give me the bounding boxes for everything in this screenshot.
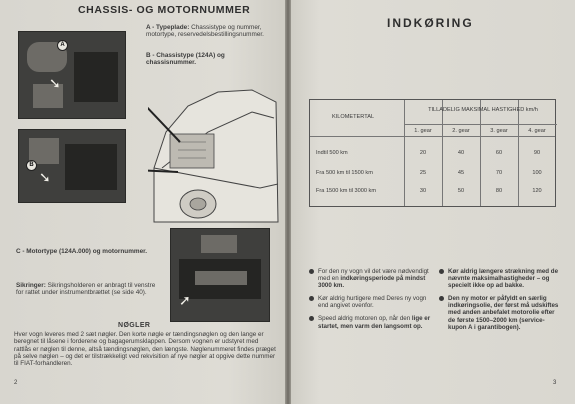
bullets-right-column [439, 268, 563, 337]
arrow-icon: ➚ [179, 292, 191, 308]
table-header-km: KILOMETERTAL [332, 114, 375, 120]
arrow-icon: ➘ [39, 169, 51, 185]
page-title-left: CHASSIS- OG MOTORNUMMER [78, 4, 251, 16]
arrow-icon: ➘ [49, 75, 61, 91]
caption-b: B - Chassistype (124A) og chassisnummer. [146, 52, 225, 67]
list-item: Den ny motor er påfyldt en særlig indkøringsolie, der først må udskiftes med anden anbefalet motorolie efter de første 1500–2000 km (service-kupon A i garantibogen). [439, 295, 563, 330]
page-title-right: INDKØRING [387, 16, 474, 30]
marker-b: B [26, 160, 37, 171]
bullet-icon [309, 316, 314, 321]
car-illustration [148, 72, 280, 224]
engine-photo-bottom [170, 228, 270, 322]
engine-photo-top [18, 31, 126, 119]
gear-header: 4. gear [528, 128, 546, 134]
speed-limit-table: KILOMETERTAL TILLADELIG MAKSIMAL HASTIGHED km/h 1. gear 2. gear 3. gear 4. gear Indtil 500 km 20 40 60 90 Fra 500 km til 1500 km 25 45 70 100 Fra 1500 km til 3000 km 30 50 80 120 [309, 99, 556, 207]
bullet-icon [439, 269, 444, 274]
list-item: Kør aldrig længere strækning med de nævnte maksimalhastigheder – og specielt ikke op ad bakke. [439, 268, 563, 289]
caption-a: A - Typeplade: Chassistype og nummer, motortype, reservedelsbestillingsnummer. [146, 24, 264, 39]
page-number-left: 2 [14, 380, 18, 386]
list-item: Kør aldrig hurtigere med Deres ny vogn end angivet ovenfor. [309, 295, 433, 309]
keys-paragraph: Hver vogn leveres med 2 sæt nøgler. Den korte nøgle er tændingsnøglen og den lange er beregnet til låsene i forderene og bagagerumsklappen. Dersom vognen er udstyret med rattlås er nøglen til denne, altså tændingsnøglen, den længste. Nøglenummeret findes præget på selve nøglen – og det er tilstrækkeligt ved rekvisition af nye nøgler at opgive dette nummer til FIAT-forhandleren. [14, 331, 276, 368]
bullet-icon [309, 269, 314, 274]
engine-photo-middle [18, 129, 126, 203]
gear-header: 1. gear [414, 128, 432, 134]
table-header-speed: TILLADELIG MAKSIMAL HASTIGHED km/h [428, 107, 538, 113]
marker-a: A [57, 40, 68, 51]
list-item: Speed aldrig motoren op, når den lige er startet, men varm den langsomt op. [309, 315, 433, 329]
fuse-note: Sikringer: Sikringsholderen er anbragt til venstre for rattet under instrumentbrættet (se side 40). [16, 282, 156, 297]
caption-c: C - Motortype (124A.000) og motornummer. [16, 248, 148, 255]
gear-header: 3. gear [490, 128, 508, 134]
bullets-left-column [309, 268, 433, 336]
page-number-right: 3 [553, 380, 557, 386]
right-page [291, 0, 575, 404]
section-heading-keys: NØGLER [118, 322, 151, 329]
list-item: For den ny vogn vil det være nødvendigt med en indkøringsperiode på mindst 3000 km. [309, 268, 433, 289]
left-page [0, 0, 285, 404]
bullet-icon [439, 296, 444, 301]
bullet-icon [309, 296, 314, 301]
gear-header: 2. gear [452, 128, 470, 134]
